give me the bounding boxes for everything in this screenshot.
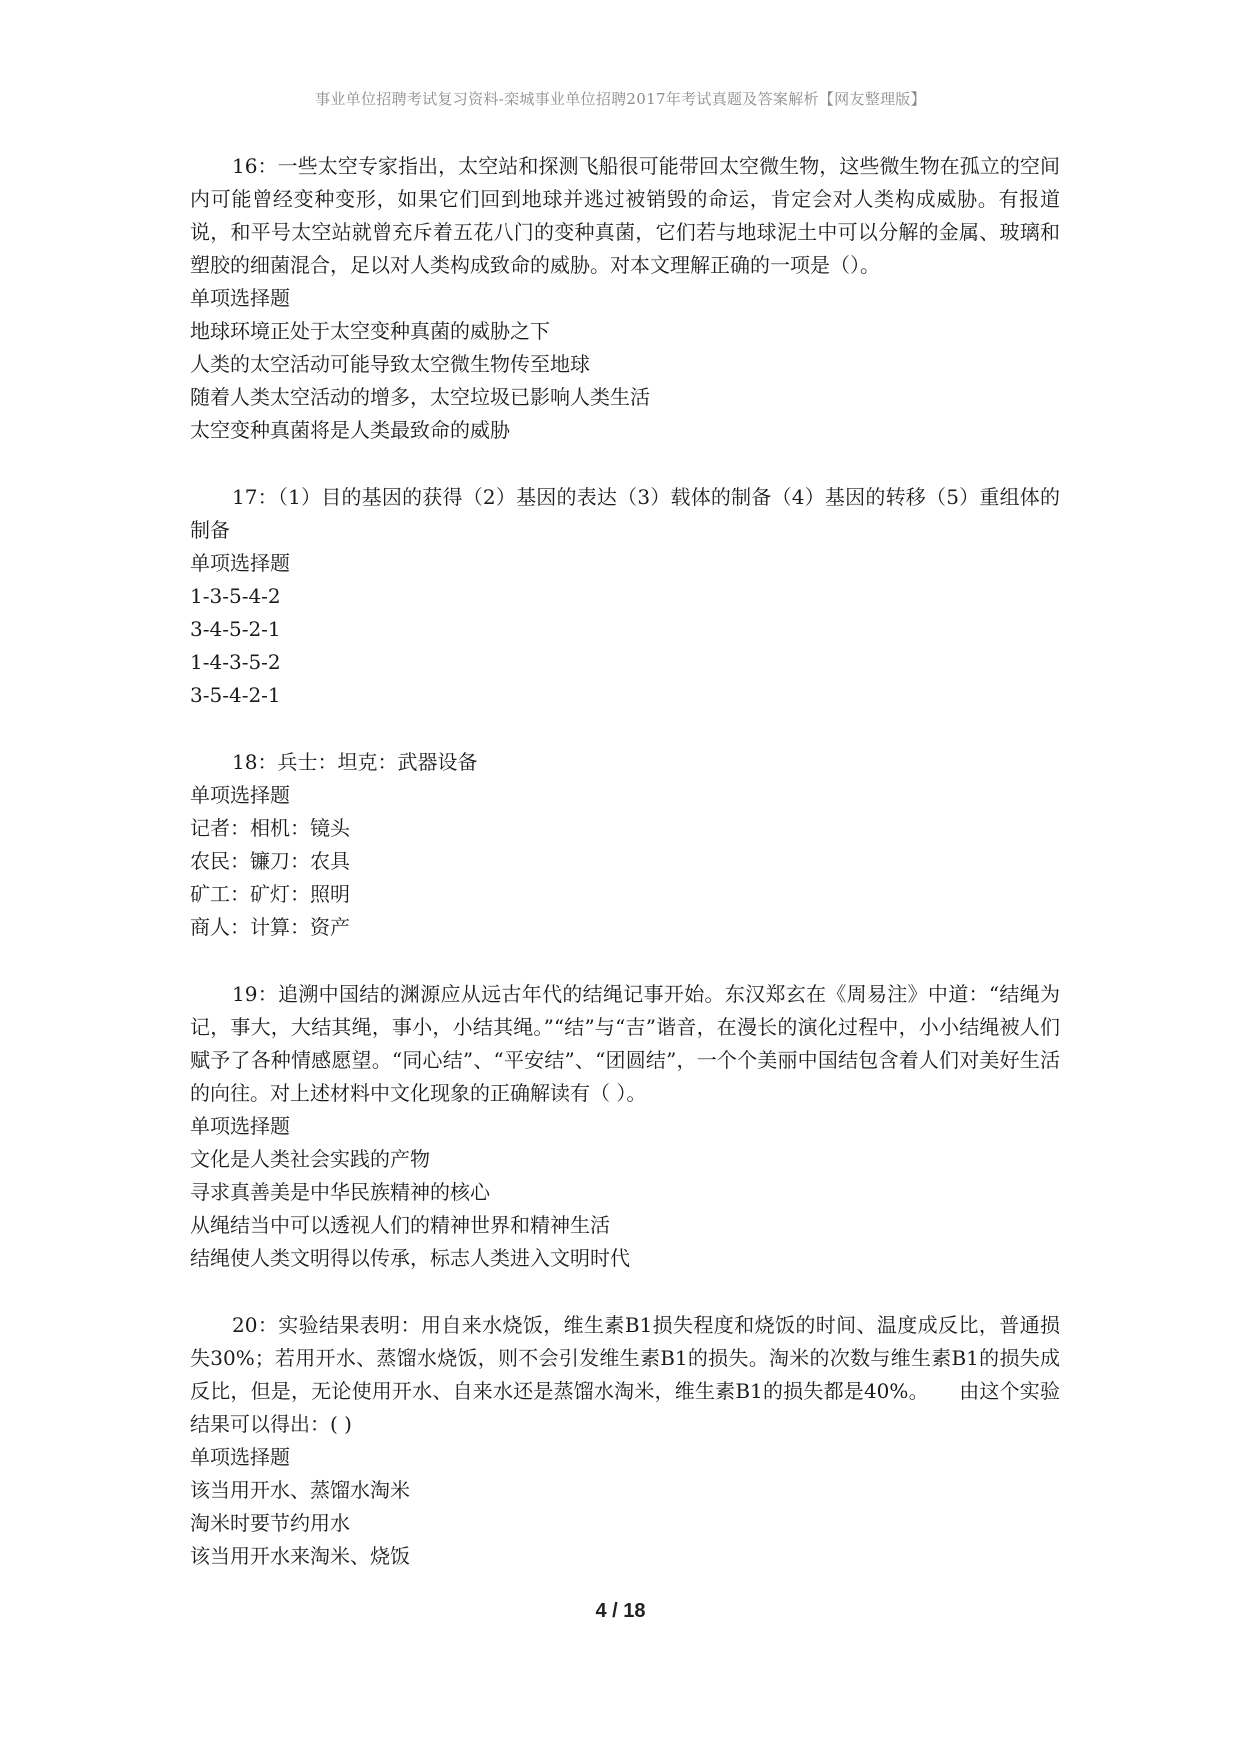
question-stem: 18：兵士：坦克：武器设备 <box>232 750 478 774</box>
answer-option: 1-4-3-5-2 <box>190 650 281 674</box>
question-type-label: 单项选择题 <box>190 551 290 575</box>
answer-option: 淘米时要节约用水 <box>190 1511 350 1535</box>
answer-option: 商人：计算：资产 <box>190 915 350 939</box>
question-stem: 17：（1）目的基因的获得（2）基因的表达（3）载体的制备（4）基因的转移（5）重组体的制备 <box>190 485 1060 542</box>
question-18 <box>190 746 1060 944</box>
answer-option: 农民：镰刀：农具 <box>190 849 350 873</box>
answer-option: 从绳结当中可以透视人们的精神世界和精神生活 <box>190 1213 610 1237</box>
question-type-label: 单项选择题 <box>190 783 290 807</box>
answer-option: 人类的太空活动可能导致太空微生物传至地球 <box>190 352 590 376</box>
answer-option: 3-5-4-2-1 <box>190 683 281 707</box>
question-stem: 16：一些太空专家指出，太空站和探测飞船很可能带回太空微生物，这些微生物在孤立的空间内可能曾经变种变形，如果它们回到地球并逃过被销毁的命运，肯定会对人类构成威胁。有报道说，和平号太空站就曾充斥着五花八门的变种真菌，它们若与地球泥土中可以分解的金属、玻璃和塑胶的细菌混合，足以对人类构成致命的威胁。对本文理解正确的一项是（）。 <box>190 154 1060 277</box>
answer-option: 3-4-5-2-1 <box>190 617 281 641</box>
question-19 <box>190 978 1060 1275</box>
answer-option: 1-3-5-4-2 <box>190 584 281 608</box>
question-16 <box>190 150 1060 447</box>
answer-option: 地球环境正处于太空变种真菌的威胁之下 <box>190 319 550 343</box>
answer-option: 寻求真善美是中华民族精神的核心 <box>190 1180 490 1204</box>
page-number: 4 / 18 <box>595 1600 646 1622</box>
answer-option: 随着人类太空活动的增多，太空垃圾已影响人类生活 <box>190 385 650 409</box>
question-type-label: 单项选择题 <box>190 286 290 310</box>
answer-option: 该当用开水、蒸馏水淘米 <box>190 1478 410 1502</box>
question-type-label: 单项选择题 <box>190 1445 290 1469</box>
question-17 <box>190 481 1060 712</box>
answer-option: 太空变种真菌将是人类最致命的威胁 <box>190 418 510 442</box>
answer-option: 记者：相机：镜头 <box>190 816 350 840</box>
answer-option: 矿工：矿灯：照明 <box>190 882 350 906</box>
answer-option: 该当用开水来淘米、烧饭 <box>190 1544 410 1568</box>
question-type-label: 单项选择题 <box>190 1114 290 1138</box>
answer-option: 文化是人类社会实践的产物 <box>190 1147 430 1171</box>
question-stem: 19：追溯中国结的渊源应从远古年代的结绳记事开始。东汉郑玄在《周易注》中道：“结绳为记，事大，大结其绳，事小，小结其绳。”“结”与“吉”谐音，在漫长的演化过程中，小小结绳被人们赋予了各种情感愿望。“同心结”、“平安结”、“团圆结”，一个个美丽中国结包含着人们对美好生活的向往。对上述材料中文化现象的正确解读有（ ）。 <box>190 982 1060 1105</box>
page-header: 事业单位招聘考试复习资料-栾城事业单位招聘2017年考试真题及答案解析【网友整理版】 <box>315 90 926 108</box>
answer-option: 结绳使人类文明得以传承，标志人类进入文明时代 <box>190 1246 630 1270</box>
question-20 <box>190 1309 1060 1573</box>
question-stem: 20：实验结果表明：用自来水烧饭，维生素B1损失程度和烧饭的时间、温度成反比，普通损失30%；若用开水、蒸馏水烧饭，则不会引发维生素B1的损失。淘米的次数与维生素B1的损失成反比，但是，无论使用开水、自来水还是蒸馏水淘米，维生素B1的损失都是40%。 由这个实验结果可以得出：( ) <box>190 1313 1060 1436</box>
question-list <box>190 150 1060 1607</box>
